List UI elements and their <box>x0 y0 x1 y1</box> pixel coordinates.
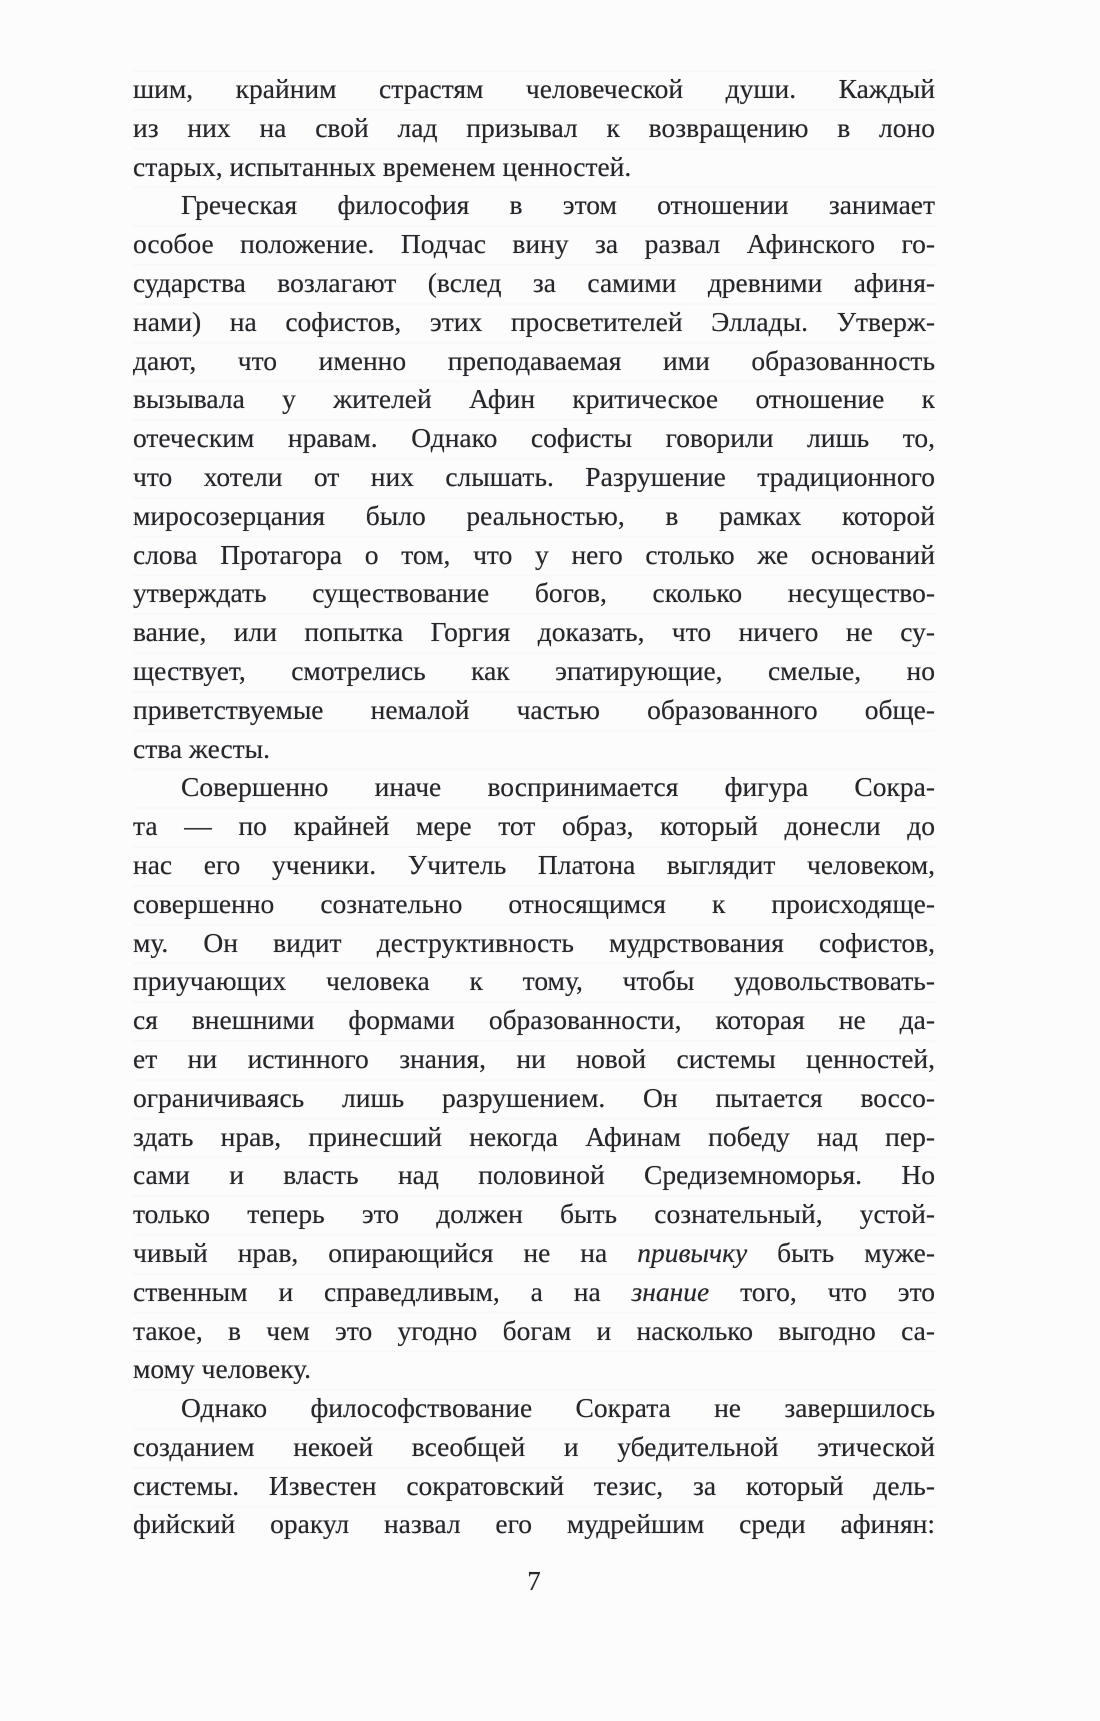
text-line <box>133 497 935 536</box>
text-run: что хотели от них слышать. Разрушение традиционного <box>133 460 935 492</box>
text-run: слова Протагора о том, что у него столько же оснований <box>133 538 935 570</box>
text-run: ограничиваясь лишь разрушением. Он пытается воссо- <box>133 1081 935 1113</box>
text-line <box>133 1195 935 1234</box>
text-run: вызывала у жителей Афин критическое отношение к <box>133 383 935 415</box>
text-line <box>133 380 935 419</box>
text-run: нами) на софистов, этих просветителей Эллады. Утверж- <box>133 305 935 337</box>
text-line <box>133 1428 935 1467</box>
text-run: миросозерцания было реальностью, в рамках которой <box>133 499 935 531</box>
text-line <box>133 186 935 225</box>
text-line <box>133 574 935 613</box>
text-run: утверждать существование богов, сколько несущество- <box>133 577 935 609</box>
text-run: нас его ученики. Учитель Платона выглядит человеком, <box>133 848 935 880</box>
text-line <box>133 691 935 730</box>
text-line <box>133 148 935 187</box>
text-run: сударства возлагают (вслед за самими древними афиня- <box>133 266 935 298</box>
text-run: Греческая философия в этом отношении занимает <box>181 189 935 221</box>
text-line <box>133 962 935 1001</box>
text-line <box>133 70 935 109</box>
text-line <box>133 1234 935 1273</box>
text-run: приветствуемые немалой частью образованного обще- <box>133 693 935 725</box>
text-run: того, что это <box>709 1275 935 1307</box>
text-run: чивый нрав, опирающийся не на <box>133 1236 638 1268</box>
text-run: му. Он видит деструктивность мудрствования софистов, <box>133 926 935 958</box>
text-run: приучающих человека к тому, чтобы удовольствовать- <box>133 965 935 997</box>
text-run: шим, крайним страстям человеческой души. Каждый <box>133 73 935 104</box>
text-line <box>133 924 935 963</box>
text-line <box>133 1001 935 1040</box>
text-line <box>133 1273 935 1312</box>
text-run: такое, в чем это угодно богам и насколько выгодно са- <box>133 1314 935 1346</box>
text-run: быть муже- <box>747 1236 935 1268</box>
text-line <box>133 109 935 148</box>
text-line <box>133 1079 935 1118</box>
text-run: дают, что именно преподаваемая ими образованность <box>133 344 935 376</box>
text-run: Однако философствование Сократа не завершилось <box>181 1392 935 1424</box>
text-block <box>133 70 935 1544</box>
text-line <box>133 1312 935 1351</box>
text-line <box>133 225 935 264</box>
text-run: Совершенно иначе воспринимается фигура Сокра- <box>181 771 935 803</box>
text-line <box>133 1389 935 1428</box>
text-run: ся внешними формами образованности, которая не да- <box>133 1004 935 1036</box>
text-run: старых, испытанных временем ценностей. <box>133 150 632 182</box>
text-line <box>133 885 935 924</box>
text-line <box>133 613 935 652</box>
text-run: здать нрав, принесший некогда Афинам победу над пер- <box>133 1120 935 1152</box>
text-line <box>133 458 935 497</box>
text-line <box>133 1040 935 1079</box>
text-line <box>133 419 935 458</box>
text-line <box>133 536 935 575</box>
page-number: 7 <box>527 1566 541 1596</box>
text-run: фийский оракул назвал его мудрейшим среди афинян: <box>133 1508 935 1540</box>
text-line <box>133 1505 935 1544</box>
text-line <box>133 807 935 846</box>
text-run: созданием некоей всеобщей и убедительной этической <box>133 1430 935 1462</box>
text-run: особое положение. Подчас вину за развал Афинского го- <box>133 228 935 260</box>
text-line <box>133 1156 935 1195</box>
text-run: отеческим нравам. Однако софисты говорили лишь то, <box>133 422 935 454</box>
text-run: та — по крайней мере тот образ, который донесли до <box>133 810 935 842</box>
italic-text-run: знание <box>631 1275 710 1307</box>
text-run: вание, или попытка Горгия доказать, что ничего не су- <box>133 616 935 648</box>
text-line <box>133 342 935 381</box>
text-run: совершенно сознательно относящимся к происходяще- <box>133 887 935 919</box>
text-run: ществует, смотрелись как эпатирующие, смелые, но <box>133 654 935 686</box>
text-line <box>133 1467 935 1506</box>
text-line <box>133 730 935 769</box>
text-line <box>133 846 935 885</box>
text-line <box>133 303 935 342</box>
text-run: сами и власть над половиной Средиземноморья. Но <box>133 1159 935 1191</box>
text-run: из них на свой лад призывал к возвращению в лоно <box>133 111 935 143</box>
text-run: ет ни истинного знания, ни новой системы ценностей, <box>133 1042 935 1074</box>
text-line <box>133 264 935 303</box>
text-line <box>133 1118 935 1157</box>
text-run: мому человеку. <box>133 1353 312 1385</box>
italic-text-run: привычку <box>637 1236 748 1268</box>
text-run: только теперь это должен быть сознательный, устой- <box>133 1198 935 1230</box>
text-line <box>133 652 935 691</box>
text-run: ственным и справедливым, а на <box>133 1275 632 1307</box>
text-run: ства жесты. <box>133 732 271 764</box>
text-line <box>133 1350 935 1389</box>
text-run: системы. Известен сократовский тезис, за который дель- <box>133 1469 935 1501</box>
text-line <box>133 768 935 807</box>
